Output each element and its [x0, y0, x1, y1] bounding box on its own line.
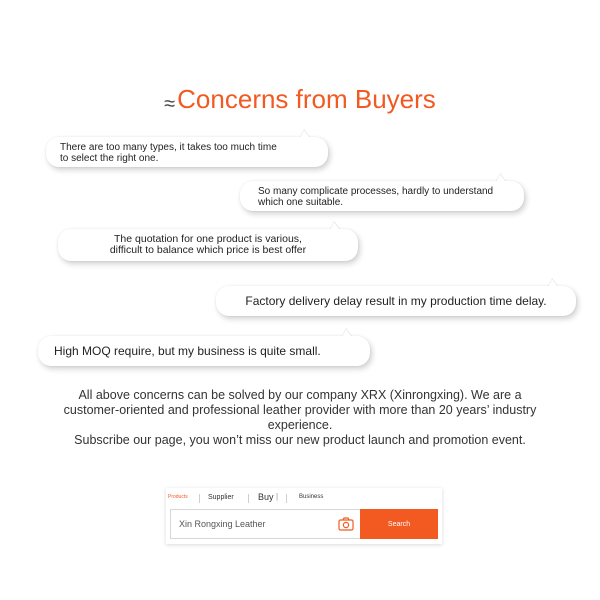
- heading-title: Concerns from Buyers: [177, 84, 436, 114]
- search-input[interactable]: [170, 509, 366, 539]
- wave-icon: ≈: [164, 93, 176, 115]
- description-line: experience.: [267, 418, 333, 432]
- tab-business[interactable]: Business: [299, 494, 324, 500]
- search-widget: [166, 488, 442, 544]
- concern-bubble-1: [46, 137, 328, 167]
- tab-products[interactable]: Products: [168, 494, 188, 500]
- tab-separator: [286, 494, 287, 503]
- tab-buy[interactable]: Buy: [258, 492, 274, 502]
- top-divider-shadow: [22, 30, 578, 42]
- concern-text: There are too many types, it takes too much time: [60, 142, 277, 153]
- tab-separator-text: |: [276, 492, 279, 501]
- camera-icon[interactable]: [338, 517, 354, 531]
- search-tabs: [166, 488, 442, 508]
- concern-text: The quotation for one product is various,: [114, 233, 302, 245]
- concern-text: High MOQ require, but my business is quite small.: [54, 344, 321, 358]
- company-description: [0, 388, 600, 448]
- concern-text: to select the right one.: [60, 153, 159, 164]
- concern-text: So many complicate processes, hardly to understand: [258, 186, 494, 197]
- concern-bubble-3: [58, 229, 358, 261]
- tab-separator: [248, 494, 249, 503]
- description-line: Subscribe our page, you won’t miss our new product launch and promotion event.: [74, 433, 526, 447]
- description-line: All above concerns can be solved by our company XRX (Xinrongxing). We are a: [78, 388, 522, 402]
- tab-separator: [199, 494, 200, 503]
- tab-supplier[interactable]: Supplier: [208, 494, 234, 501]
- concern-text: difficult to balance which price is best offer: [109, 244, 307, 256]
- concern-text: which one suitable.: [258, 197, 344, 208]
- search-button[interactable]: Search: [360, 509, 438, 539]
- concern-text: Factory delivery delay result in my production time delay.: [245, 294, 547, 308]
- concern-bubble-4: [216, 286, 576, 316]
- concern-bubble-5: [38, 336, 370, 366]
- description-line: customer-oriented and professional leather provider with more than 20 years’ industry: [63, 403, 537, 417]
- concern-bubble-2: [240, 181, 524, 211]
- section-heading: [0, 84, 600, 116]
